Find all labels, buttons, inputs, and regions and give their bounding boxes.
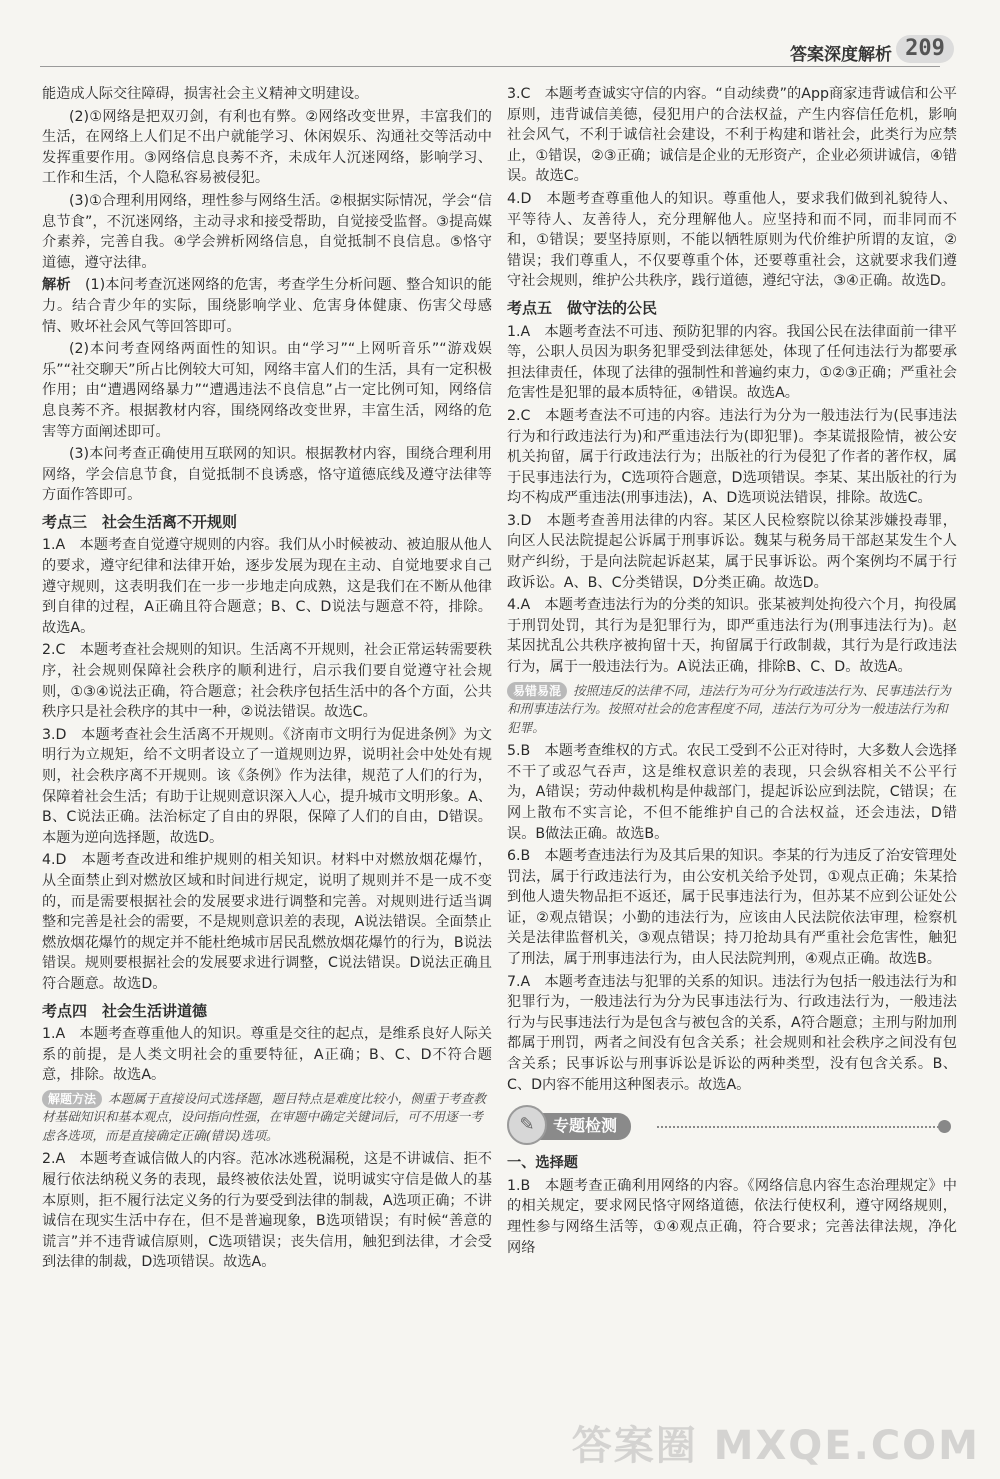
section-title: 考点五 做守法的公民 — [507, 298, 658, 317]
answer-item: 2.C 本题考查法不可违的内容。违法行为分为一般违法行为(民事违法行为和行政违法行为)和严重违法行为(即犯罪)。李某谎报险情，被公安机关拘留，属于行政违法行为；出版社的行为侵犯了作者的著作权，属于民事违法行为，C选项符合题意，D选项错误。李某、某出版社的行为均不构成严重违法(刑事违法)，A、D选项说法错误，排除。故选C。 — [507, 407, 957, 507]
subheading: 一、选择题 — [507, 1155, 578, 1172]
answer-item: 1.A 本题考查尊重他人的知识。尊重是交往的起点，是维系良好人际关系的前提，是人类文明社会的重要特征，A正确；B、C、D不符合题意，排除。故选A。 — [42, 1026, 492, 1084]
section-title: 考点三 社会生活离不开规则 — [42, 512, 238, 531]
paragraph: (3)①合理利用网络，理性参与网络生活。②根据实际情况，学会“信息节食”，不沉迷网络，主动寻求和接受帮助，自觉接受监督。③提高媒介素养，完善自我。④学会辨析网络信息，自觉抵制不良信息。⑤恪守道德，遵守法律。 — [42, 192, 492, 271]
analysis-label: 解析 — [42, 277, 71, 294]
tip-tag: 易错易混 — [507, 682, 567, 701]
tip-tag: 解题方法 — [42, 1090, 102, 1109]
tip-text: 按照违反的法律不同，违法行为可分为行政违法行为、民事违法行为和刑事违法行为。按照对社会的危害程度不同，违法行为可分为一般违法行为和犯罪。 — [507, 682, 951, 735]
answer-item: 1.A 本题考查自觉遵守规则的内容。我们从小时候被动、被迫服从他人的要求，遵守纪律和法律开始，逐步发展为现在主动、自觉地要求自己遵守规则，这表明我们在一步一步地走向成熟，这是我们在不断从他律到自律的过程，A正确且符合题意；B、C、D说法与题意不符，排除。故选A。 — [42, 537, 492, 636]
answer-item: 3.D 本题考查社会生活离不开规则。《济南市文明行为促进条例》为文明行为立规矩，给不文明者设立了一道规则边界，说明社会中处处有规则，社会秩序离不开规则。该《条例》作为法律，规范了人们的行为，保障着社会生活；有助于让规则意识深入人心，提升城市文明形象。A、B、C说法正确。法治标定了自由的界限，保障了人们的自由，D错误。本题为逆向选择题，故选D。 — [42, 726, 492, 846]
banner-title: 专题检测 — [523, 1113, 631, 1140]
answer-item: 4.D 本题考查改进和维护规则的相关知识。材料中对燃放烟花爆竹，从全面禁止到对燃放区域和时间进行规定，说明了规则并不是一成不变的，而是需要根据社会的发展要求进行调整和完善。对规则进行适当调整和完善是社会的需要，不是规则意识差的表现，A说法错误。全面禁止燃放烟花爆竹的规定并不能杜绝城市居民乱燃放烟花爆竹的行为，B说法错误。规则要根据社会的发展要求进行调整，C说法错误。D说法正确且符合题意。故选D。 — [42, 852, 492, 992]
tip-box — [507, 682, 957, 738]
paragraph: (2)本问考查网络两面性的知识。由“学习”“上网听音乐”“游戏娱乐”“社交聊天”所占比例较大可知，网络丰富人们的生活，具有一定积极作用；由“遭遇网络暴力”“遭遇违法不良信息”占一定比例可知，网络信息良莠不齐。根据教材内容，围绕网络改变世界，丰富生活，网络的危害等方面阐述即可。 — [42, 341, 492, 440]
banner-rule — [657, 1126, 939, 1128]
page-number: 209 — [896, 35, 954, 63]
mascot-icon: ✎ — [507, 1105, 547, 1145]
topic-test-banner — [507, 1105, 957, 1147]
answer-item: 2.C 本题考查社会规则的知识。生活离不开规则，社会正常运转需要秩序，社会规则保障社会秩序的顺利进行，启示我们要自觉遵守社会规则，①③④说法正确，符合题意；社会秩序包括生活中的各个方面，公共秩序只是社会秩序的其中一种，②说法错误。故选C。 — [42, 642, 492, 721]
header-rule — [40, 66, 940, 67]
left-column — [42, 84, 492, 1275]
page-header — [0, 0, 1000, 70]
answer-item: 4.D 本题考查尊重他人的知识。尊重他人，要求我们做到礼貌待人、平等待人、友善待人，充分理解他人。应坚持和而不同，而非同而不和，①错误；要坚持原则，不能以牺牲原则为代价维护所谓的友谊，②错误；我们尊重人，不仅要尊重个体，还要尊重社会，这就要求我们遵守社会规则，维护公共秩序，践行道德，遵纪守法，③④正确。故选D。 — [507, 190, 957, 290]
section-title: 考点四 社会生活讲道德 — [42, 1001, 208, 1020]
answer-item: 5.B 本题考查维权的方式。农民工受到不公正对待时，大多数人会选择不干了或忍气吞声，这是维权意识差的表现，只会纵容相关不公平行为，A错误；劳动仲裁机构是仲裁部门，提起诉讼应到法院，C错误；在网上散布不实言论，不但不能维护自己的合法权益，还会违法，D错误。B做法正确。故选B。 — [507, 743, 957, 842]
tip-box — [42, 1090, 492, 1146]
paragraph: (3)本问考查正确使用互联网的知识。根据教材内容，围绕合理利用网络，学会信息节食，自觉抵制不良诱惑，恪守道德底线及遵守法律等方面作答即可。 — [42, 446, 492, 504]
answer-item: 6.B 本题考查违法行为及其后果的知识。李某的行为违反了治安管理处罚法，属于行政违法行为，由公安机关给予处罚，①观点正确；朱某拾到他人遗失物品拒不返还，属于民事违法行为，但苏某不应到公证处公证，②观点错误；小勤的违法行为，应该由人民法院依法审理，检察机关是法律监督机关，③观点错误；持刀抢劫具有严重社会危害性，触犯了刑法，属于刑事违法行为，由人民法院判刑，④观点正确。故选B。 — [507, 848, 957, 968]
answer-item: 3.D 本题考查善用法律的内容。某区人民检察院以徐某涉嫌投毒罪，向区人民法院提起公诉属于刑事诉讼。魏某与税务局干部赵某发生个人财产纠纷，于是向法院起诉赵某，属于民事诉讼。两个案例均不属于行政诉讼。A、B、C分类错误，D分类正确。故选D。 — [507, 512, 957, 591]
answer-item: 3.C 本题考查诚实守信的内容。“自动续费”的App商家违背诚信和公平原则，违背诚信美德，侵犯用户的合法权益，产生内容信任危机，影响社会风气，不利于诚信社会建设，不利于构建和谐社会，此类行为应禁止，①错误，②③正确；诚信是企业的无形资产，企业必须讲诚信，④错误。故选C。 — [507, 86, 957, 185]
tip-text: 本题属于直接设问式选择题，题目特点是难度比较小，侧重于考查教材基础知识和基本观点，设问指向性强，在审题中确定关键词后，可不用逐一考虑各选项，而是直接确定正确(错误)选项。 — [42, 1090, 486, 1143]
paragraph: (2)①网络是把双刃剑，有利也有弊。②网络改变世界，丰富我们的生活，在网络上人们足不出户就能学习、休闲娱乐、沟通社交等活动中发挥重要作用。③网络信息良莠不齐，未成年人沉迷网络，影响学习、工作和生活，个人隐私容易被侵犯。 — [42, 108, 492, 187]
answer-item: 7.A 本题考查违法与犯罪的关系的知识。违法行为包括一般违法行为和犯罪行为，一般违法行为分为民事违法行为、行政违法行为，一般违法行为与民事违法行为是包含与被包含的关系，A符合题意；主刑与附加刑都属于刑罚，两者之间没有包含关系；社会规则和社会秩序之间没有包含关系；民事诉讼与刑事诉讼是诉讼的两种类型，没有包含关系。B、C、D内容不能用这种图表示。故选A。 — [507, 973, 957, 1093]
watermark: 答案圈 MXQE.COM — [571, 1423, 980, 1469]
paragraph: 能造成人际交往障碍，损害社会主义精神文明建设。 — [42, 86, 369, 102]
answer-item: 4.A 本题考查违法行为的分类的知识。张某被判处拘役六个月，拘役属于刑罚处罚，其行为是犯罪行为，即严重违法行为(刑事违法行为)。赵某因扰乱公共秩序被拘留十天，拘留属于行政制裁，其行为是行政违法行为，属于一般违法行为。A说法正确，排除B、C、D。故选A。 — [507, 597, 957, 676]
header-title: 答案深度解析 — [790, 45, 892, 65]
paragraph: (1)本问考查沉迷网络的危害，考查学生分析问题、整合知识的能力。结合青少年的实际，围绕影响学业、危害身体健康、伤害父母感情、败坏社会风气等回答即可。 — [42, 277, 492, 335]
answer-item: 1.B 本题考查正确利用网络的内容。《网络信息内容生态治理规定》中的相关规定，要求网民恪守网络道德，依法行使权利，遵守网络规则，理性参与网络生活等，①④观点正确，符合要求；完善法律法规，净化网络 — [507, 1177, 957, 1256]
right-column — [507, 84, 957, 1260]
answer-item: 1.A 本题考查法不可违、预防犯罪的内容。我国公民在法律面前一律平等，公职人员因为职务犯罪受到法律惩处，体现了任何违法行为都要承担法律责任，体现了法律的强制性和普遍约束力，①②③正确；严重社会危害性是犯罪的最本质特征，④错误。故选A。 — [507, 323, 957, 402]
answer-item: 2.A 本题考查诚信做人的内容。范冰冰逃税漏税，这是不讲诚信、拒不履行依法纳税义务的表现，最终被依法处置，说明诚实守信是做人的基本原则，拒不履行法定义务的行为要受到法律的制裁，A选项正确；不讲诚信在现实生活中存在，但不是普遍现象，B选项错误；有时候“善意的谎言”并不违背诚信原则，C选项错误；丧失信用，触犯到法律，才会受到法律的制裁，D选项错误。故选A。 — [42, 1151, 492, 1271]
banner-dot — [938, 1120, 951, 1133]
